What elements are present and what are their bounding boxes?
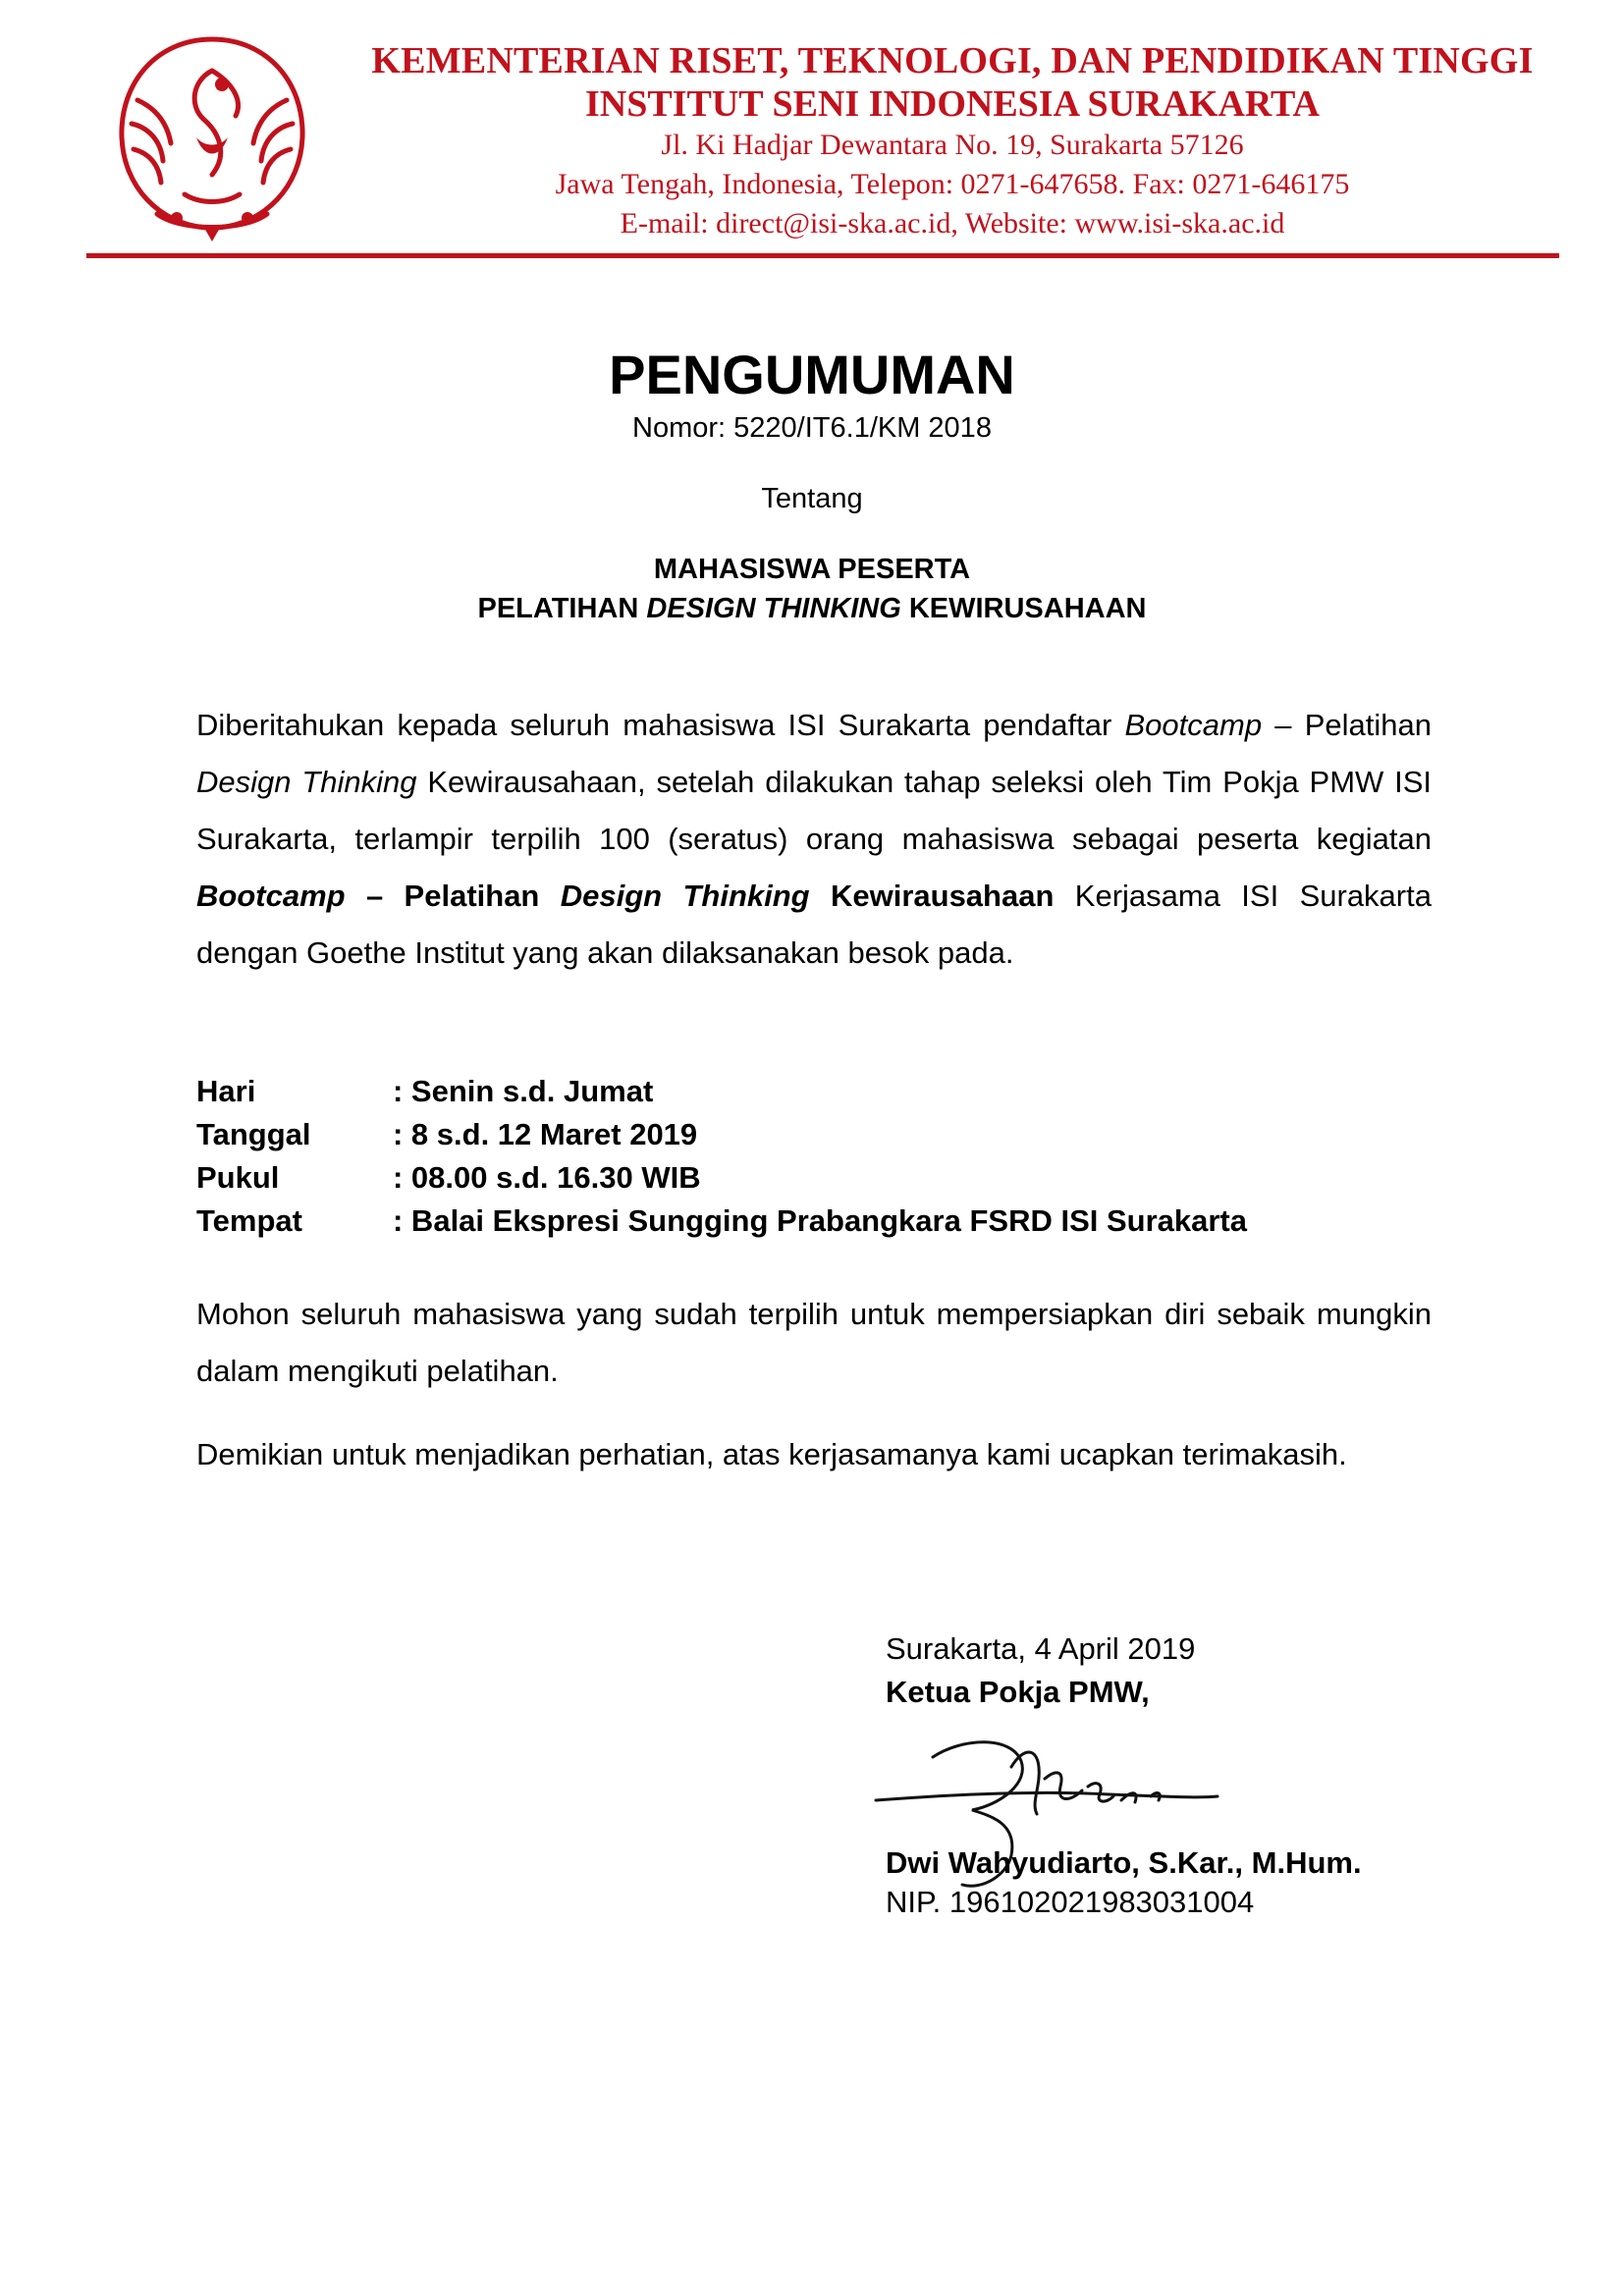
detail-row-date: Tanggal : 8 s.d. 12 Maret 2019 — [196, 1117, 698, 1151]
ministry-name: KEMENTERIAN RISET, TEKNOLOGI, DAN PENDIDIKAN TINGGI — [371, 40, 1534, 81]
address-line: Jl. Ki Hadjar Dewantara No. 19, Surakarta 57126 — [661, 129, 1244, 161]
detail-row-time: Pukul : 08.00 s.d. 16.30 WIB — [196, 1160, 701, 1195]
signature-block — [886, 1628, 1514, 1919]
subject-italic-text: DESIGN THINKING — [646, 593, 901, 624]
closing-paragraph: Demikian untuk menjadikan perhatian, atas kerjasamanya kami ucapkan terimakasih. — [196, 1437, 1347, 1471]
place-date: Surakarta, 4 April 2019 — [886, 1631, 1196, 1666]
subject-line-2 — [0, 589, 1624, 628]
event-details — [196, 1070, 1473, 1243]
subject-heading — [0, 550, 1624, 628]
letterhead-divider — [86, 253, 1559, 258]
letterhead-text — [334, 39, 1571, 243]
subject-text: KEWIRUSAHAAN — [900, 593, 1147, 624]
signer-position: Ketua Pokja PMW, — [886, 1675, 1150, 1709]
page-title: PENGUMUMAN — [609, 344, 1015, 405]
about-label: Tentang — [761, 483, 863, 514]
email-website-line: E-mail: direct@isi-ska.ac.id, Website: www.isi-ska.ac.id — [620, 207, 1285, 240]
document-number: Nomor: 5220/IT6.1/KM 2018 — [632, 412, 992, 444]
contact-line: Jawa Tengah, Indonesia, Telepon: 0271-647658. Fax: 0271-646175 — [555, 168, 1350, 200]
signer-name: Dwi Wahyudiarto, S.Kar., M.Hum. — [886, 1845, 1362, 1880]
detail-row-place: Tempat : Balai Ekspresi Sungging Prabangkara FSRD ISI Surakarta — [196, 1203, 1247, 1238]
institute-name: INSTITUT SENI INDONESIA SURAKARTA — [585, 83, 1320, 125]
subject-text: PELATIHAN — [477, 593, 647, 624]
letterhead — [0, 0, 1624, 265]
garuda-emblem-icon — [98, 22, 326, 249]
intro-paragraph: Diberitahukan kepada seluruh mahasiswa ISI Surakarta pendaftar Bootcamp – Pelatihan Design Thinking Kewirausahaan, setelah dilakukan tahap seleksi oleh Tim Pokja PMW ISI Surakarta, terlampir terpilih 100 (seratus) orang mahasiswa sebagai peserta kegiatan Bootcamp – Pelatihan Design Thinking Kewirausahaan Kerjasama ISI Surakarta dengan Goethe Institut yang akan dilaksanakan besok pada. — [196, 708, 1433, 970]
announcement-heading — [0, 344, 1624, 628]
subject-line-1: MAHASISWA PESERTA — [653, 554, 971, 585]
detail-row-day: Hari : Senin s.d. Jumat — [196, 1074, 654, 1108]
request-paragraph: Mohon seluruh mahasiswa yang sudah terpilih untuk mempersiapkan diri sebaik mungkin dalam mengikuti pelatihan. — [196, 1297, 1432, 1388]
signer-nip: NIP. 196102021983031004 — [886, 1885, 1255, 1919]
